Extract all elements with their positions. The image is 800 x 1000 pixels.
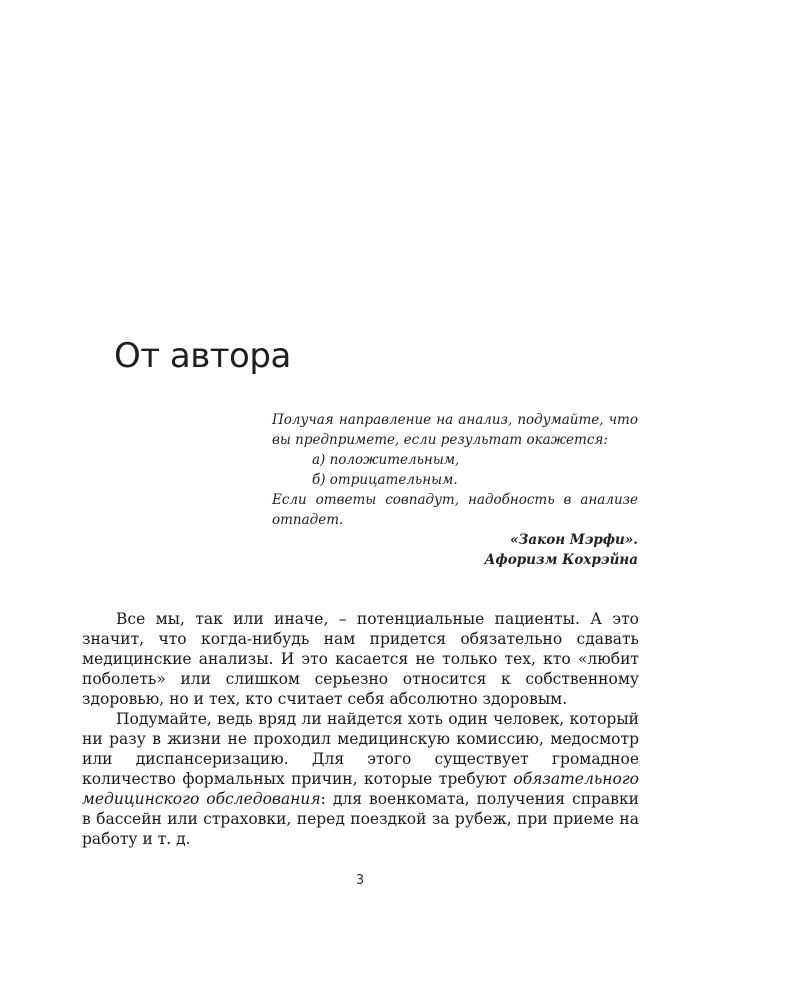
paragraph-2-text-start: Подумайте, ведь вряд ли найдется хоть один человек, который ни разу в жизни не проходил медицинскую комиссию, медосмотр или диспансеризацию. Для этого существует громадное количество формальных причин, которые требуют	[82, 710, 639, 788]
body-text	[82, 609, 639, 849]
body-paragraph-2	[82, 709, 639, 849]
epigraph	[272, 410, 638, 570]
paragraph-2-text-end: : для военкомата, получения справки в бассейн или страховки, перед поездкой за рубеж, при приеме на работу и т. д.	[82, 790, 639, 848]
epigraph-option-b: б) отрицательным.	[312, 472, 458, 488]
epigraph-intro: Получая направление на анализ, подумайте, что вы предпримете, если результат окажется:	[272, 412, 638, 448]
epigraph-source-author: Афоризм Кохрэйна	[484, 552, 638, 568]
epigraph-source-title: «Закон Мэрфи».	[510, 532, 638, 548]
chapter-title: От автора	[114, 336, 291, 376]
emphasized-phrase: обязательного медицинского обследования	[82, 770, 639, 808]
epigraph-option-a: а) положительным,	[312, 452, 460, 468]
body-paragraph-1: Все мы, так или иначе, – потенциальные пациенты. А это значит, что когда-нибудь нам придется обязательно сдавать медицинские анализы. И это касается не только тех, кто «любит поболеть» или слишком серьезно относится к собственному здоровью, но и тех, кто считает себя абсолютно здоровым.	[82, 610, 639, 708]
page-number: 3	[355, 873, 365, 888]
epigraph-conclusion: Если ответы совпадут, надобность в анализе отпадет.	[272, 492, 638, 528]
